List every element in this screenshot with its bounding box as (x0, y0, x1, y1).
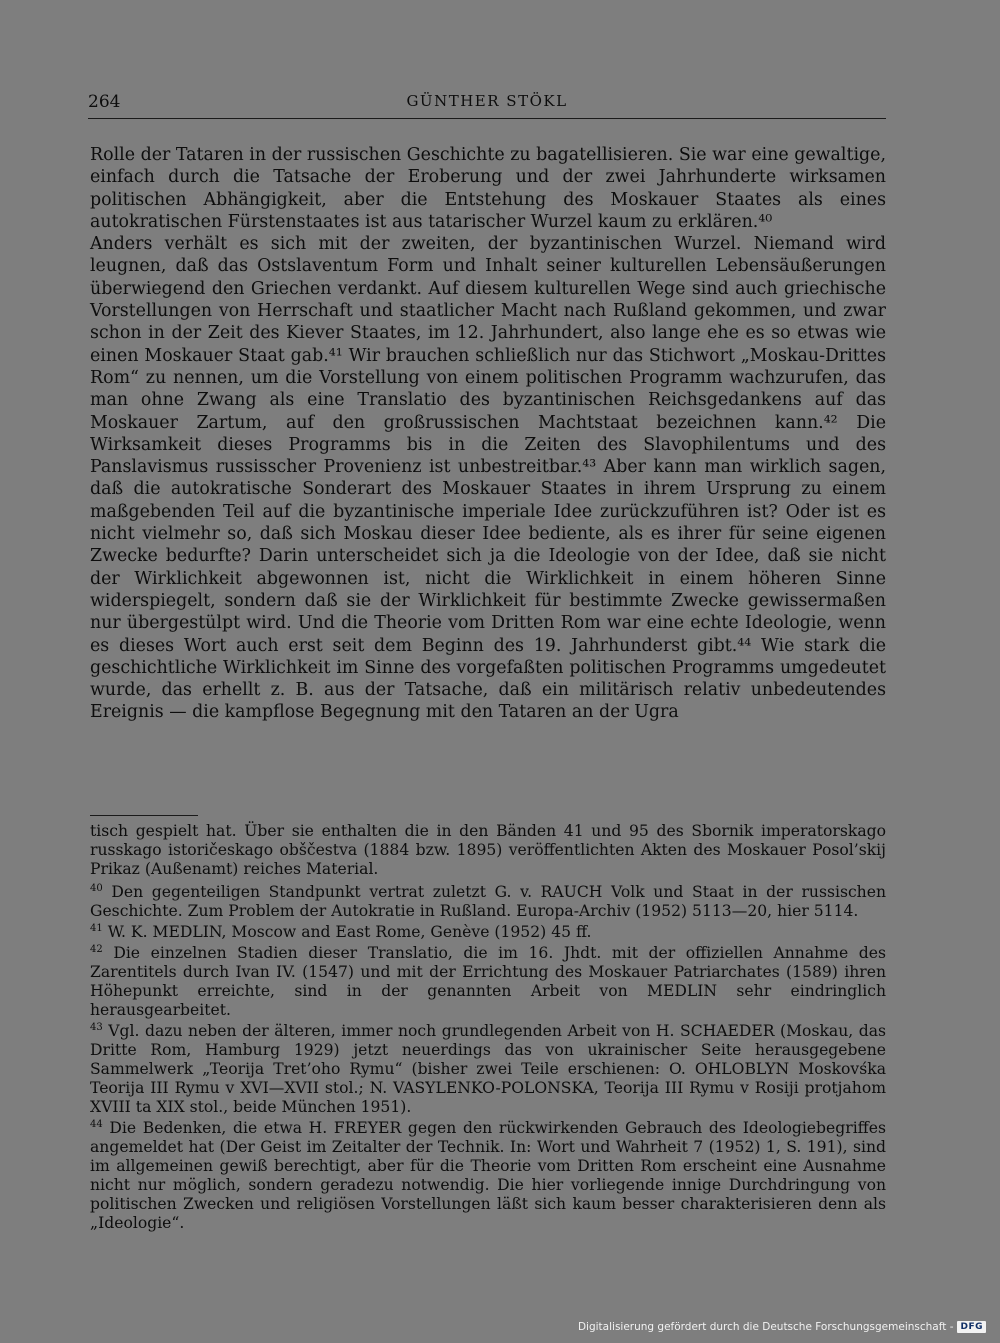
footnote-rule (90, 815, 198, 816)
footnote-43 (90, 1022, 886, 1117)
header-rule (88, 118, 886, 119)
footnote-44 (90, 1119, 886, 1233)
footnote-number: 41 (90, 922, 103, 934)
footnote-number: 44 (90, 1118, 103, 1130)
footnote-text: W. K. MEDLIN, Moscow and East Rome, Genève (1952) 45 ff. (107, 923, 592, 941)
footnote-41 (90, 923, 886, 942)
funding-text: Digitalisierung gefördert durch die Deutsche Forschungsgemeinschaft - (577, 1321, 954, 1333)
paragraph: Rolle der Tataren in der russischen Geschichte zu bagatellisieren. Sie war eine gewaltige, einfach durch die Tatsache der Eroberung und der zwei Jahrhunderte wirksamen politischen Abhängigkeit, aber die Entstehung des Moskauer Staates als eines autokratischen Fürstenstaates ist aus tatarischer Wurzel kaum zu erklären.⁴⁰ (90, 145, 886, 232)
footnote-continuation: tisch gespielt hat. Über sie enthalten die in den Bänden 41 und 95 des Sbornik imperatorskago russkago istoričeskago obščestva (1884 bzw. 1895) veröffentlichten Akten des Moskauer Posol’skij Prikaz (Außenamt) reiches Material. (90, 822, 886, 878)
footnotes (90, 822, 886, 1235)
footnote-text: Vgl. dazu neben der älteren, immer noch grundlegenden Arbeit von H. SCHAEDER (Moskau, das Dritte Rom, Hamburg 1929) jetzt neuerdings das von ukrainischer Seite herausgegebene Sammelwerk „Teorija Tret’oho Rymu“ (bisher zwei Teile erschienen: O. OHLOBLYN Moskovśka Teorija III Rymu v XVI—XVII stol.; N. VASYLENKO-POLONSKA, Teorija III Rymu v Rosiji protjahom XVIII ta XIX stol., beide München 1951). (90, 1022, 886, 1116)
running-head: GÜNTHER STÖKL (406, 92, 568, 110)
footnote-number: 42 (90, 943, 103, 955)
footnote-number: 43 (90, 1021, 103, 1033)
footnote-text: Die Bedenken, die etwa H. FREYER gegen den rückwirkenden Gebrauch des Ideologiebegriffes angemeldet hat (Der Geist im Zeitalter der Technik. In: Wort und Wahrheit 7 (1952) 1, S. 191), sind im allgemeinen gewiß berechtigt, aber für die Theorie vom Dritten Rom erscheint eine Ausnahme nicht nur möglich, sondern geradezu notwendig. Die hier vorliegende innige Durchdringung von politischen Zwecken und religiösen Vorstellungen läßt sich kaum besser charakterisieren denn als „Ideologie“. (90, 1119, 886, 1232)
footnote-40 (90, 883, 886, 921)
paragraph: Anders verhält es sich mit der zweiten, der byzantinischen Wurzel. Niemand wird leugnen, daß das Ostslaventum Form und Inhalt seiner kulturellen Lebensäußerungen überwiegend den Griechen verdankt. Auf diesem kulturellen Wege sind auch griechische Vorstellungen von Herrschaft und staatlicher Macht nach Rußland gekommen, und zwar schon in der Zeit des Kiever Staates, im 12. Jahrhundert, also lange ehe es so etwas wie einen Moskauer Staat gab.⁴¹ Wir brauchen schließlich nur das Stichwort „Moskau-Drittes Rom“ zu nennen, um die Vorstellung von einem politischen Programm wachzurufen, das man ohne Zwang als eine Translatio des byzantinischen Reichsgedankens auf das Moskauer Zartum, auf den großrussischen Machtstaat bezeichnen kann.⁴² Die Wirksamkeit dieses Programms bis in die Zeiten des Slavophilentums und des Panslavismus russisscher Provenienz ist unbestreitbar.⁴³ Aber kann man wirklich sagen, daß die autokratische Sonderart des Moskauer Staates in ihrem Ursprung zu einem maßgebenden Teil auf die byzantinische imperiale Idee zurückzuführen ist? Oder ist es nicht vielmehr so, daß sich Moskau dieser Idee bediente, als es ihrer für seine eigenen Zwecke bedurfte? Darin unterscheidet sich ja die Ideologie von der Idee, daß sie nicht der Wirklichkeit abgewonnen ist, nicht die Wirklichkeit in einem höheren Sinne widerspiegelt, sondern daß sie der Wirklichkeit für bestimmte Zwecke gewissermaßen nur übergestülpt wird. Und die Theorie vom Dritten Rom war eine echte Ideologie, wenn es dieses Wort auch erst seit dem Beginn des 19. Jahrhunderst gibt.⁴⁴ Wie stark die geschichtliche Wirklichkeit im Sinne des vorgefaßten politischen Programms umgedeutet wurde, das erhellt z. B. aus der Tatsache, daß ein militärisch relativ unbedeutendes Ereignis — die kampflose Begegnung mit den Tataren an der Ugra (90, 234, 886, 723)
footnote-42 (90, 944, 886, 1020)
funding-footer (578, 1321, 986, 1333)
page-number: 264 (88, 92, 121, 112)
main-text (90, 144, 886, 724)
dfg-logo-icon: DFG (957, 1321, 986, 1333)
page-header (88, 92, 886, 118)
footnote-number: 40 (90, 882, 103, 894)
footnote-text: Die einzelnen Stadien dieser Translatio, die im 16. Jhdt. mit der offiziellen Annahme des Zarentitels durch Ivan IV. (1547) und mit der Errichtung des Moskauer Patriarchates (1589) ihren Höhepunkt erreichte, sind in der genannten Arbeit von MEDLIN sehr eindringlich herausgearbeitet. (90, 944, 886, 1019)
footnote-text: Den gegenteiligen Standpunkt vertrat zuletzt G. v. RAUCH Volk und Staat in der russischen Geschichte. Zum Problem der Autokratie in Rußland. Europa-Archiv (1952) 5113—20, hier 5114. (90, 883, 886, 920)
